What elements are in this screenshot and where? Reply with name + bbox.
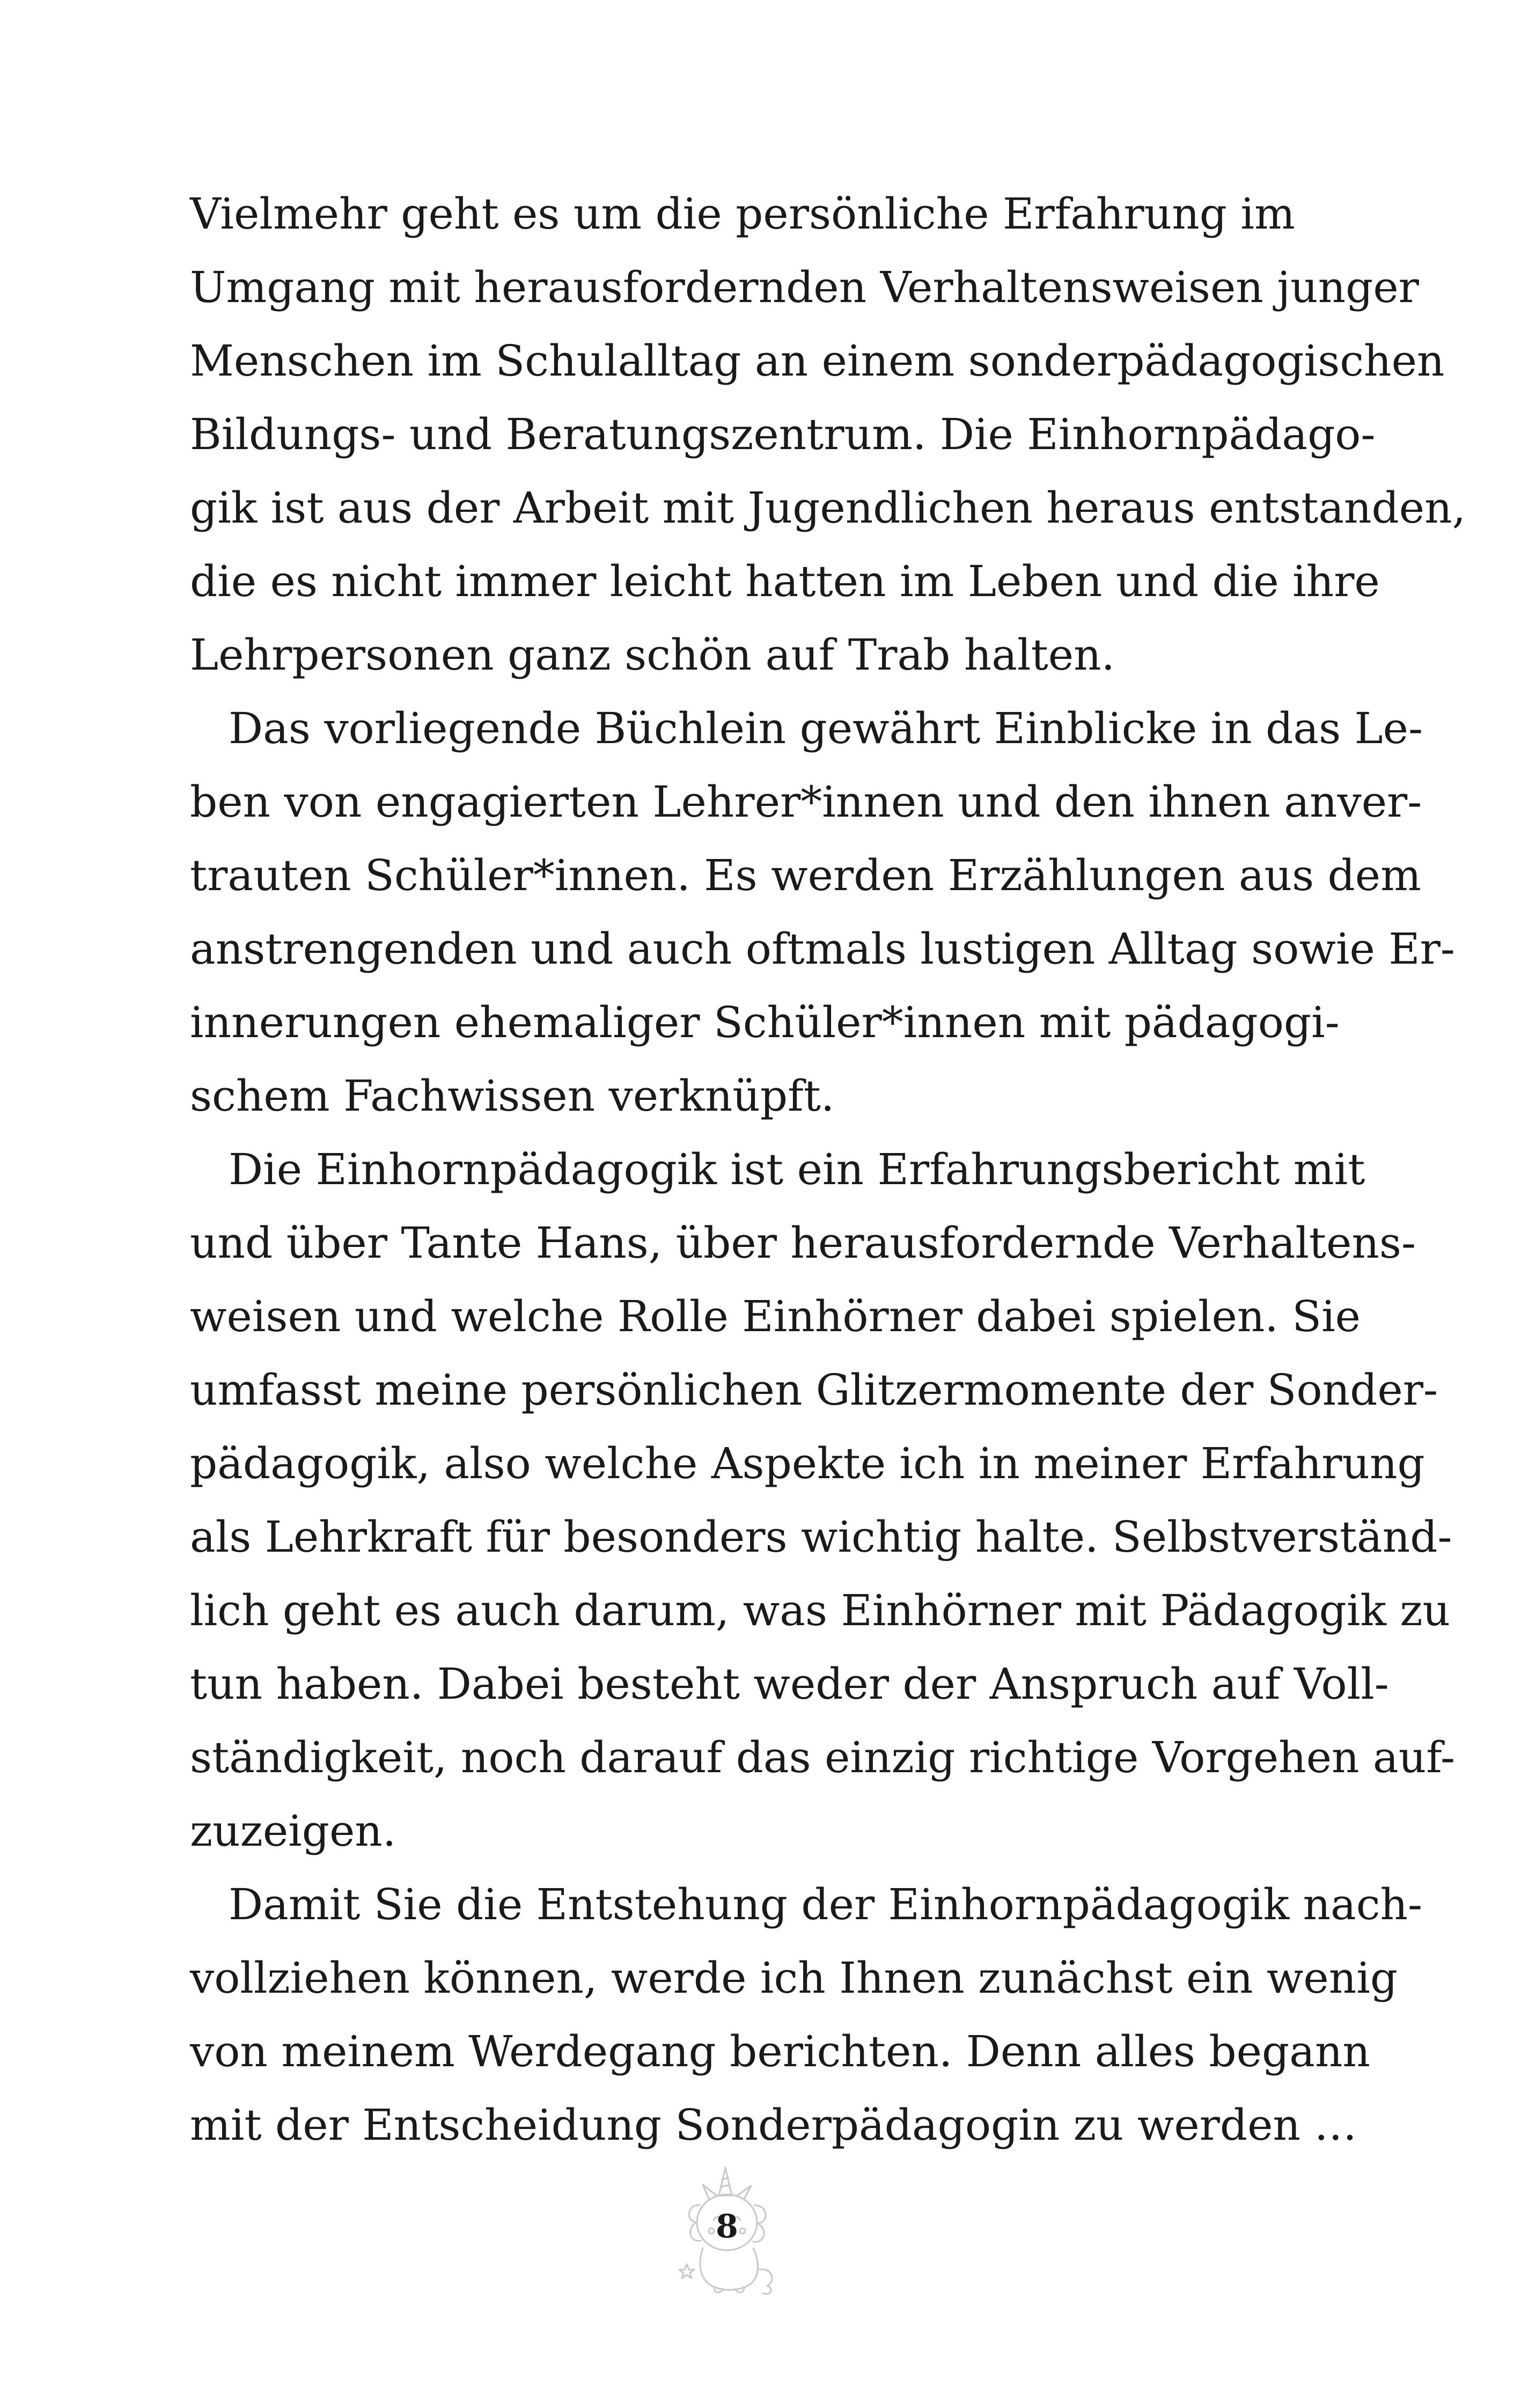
text-line: weisen und welche Rolle Einhörner dabei spielen. Sie [190, 1291, 1361, 1341]
text-line: tun haben. Dabei besteht weder der Anspruch auf Voll- [190, 1659, 1389, 1709]
text-line: Die Einhornpädagogik ist ein Erfahrungsbericht mit [229, 1144, 1365, 1194]
text-line: Vielmehr geht es um die persönliche Erfahrung im [190, 189, 1295, 239]
text-line: ständigkeit, noch darauf das einzig richtige Vorgehen auf- [190, 1732, 1456, 1782]
text-line: schem Fachwissen verknüpft. [190, 1071, 835, 1121]
text-line: Bildungs- und Beratungszentrum. Die Einhornpädago- [190, 409, 1376, 459]
text-line: Menschen im Schulalltag an einem sonderpädagogischen [190, 336, 1445, 386]
page-number: 8 [716, 2208, 738, 2245]
text-line: die es nicht immer leicht hatten im Leben und die ihre [190, 556, 1380, 606]
text-line: Umgang mit herausfordernden Verhaltensweisen junger [190, 262, 1419, 312]
text-line: und über Tante Hans, über herausfordernde Verhaltens- [190, 1218, 1416, 1268]
paragraph-4 [190, 1868, 1423, 2162]
text-line: gik ist aus der Arbeit mit Jugendlichen heraus entstanden, [190, 483, 1466, 533]
text-line: zuzeigen. [190, 1806, 396, 1856]
text-line: Lehrpersonen ganz schön auf Trab halten. [190, 630, 1115, 680]
text-line: von meinem Werdegang berichten. Denn alles begann [190, 2027, 1370, 2076]
paragraph-3 [190, 1133, 1456, 1868]
text-line: anstrengenden und auch oftmals lustigen Alltag sowie Er- [190, 924, 1455, 974]
text-line: trauten Schüler*innen. Es werden Erzählungen aus dem [190, 850, 1421, 900]
paragraph-2 [190, 692, 1455, 1133]
text-line: vollziehen können, werde ich Ihnen zunächst ein wenig [190, 1953, 1398, 2003]
body-text [190, 177, 1466, 2162]
text-line: umfasst meine persönlichen Glitzermomente der Sonder- [190, 1365, 1438, 1415]
text-line: Damit Sie die Entstehung der Einhornpädagogik nach- [229, 1880, 1423, 1929]
text-line: mit der Entscheidung Sonderpädagogin zu werden … [190, 2100, 1357, 2150]
text-line: Das vorliegende Büchlein gewährt Einblicke in das Le- [229, 703, 1423, 753]
text-line: innerungen ehemaliger Schüler*innen mit pädagogi- [190, 997, 1340, 1047]
paragraph-1 [190, 177, 1466, 692]
text-line: als Lehrkraft für besonders wichtig halte. Selbstverständ- [190, 1512, 1452, 1562]
page-footer [665, 2162, 789, 2296]
text-line: pädagogik, also welche Aspekte ich in meiner Erfahrung [190, 1438, 1425, 1488]
text-line: ben von engagierten Lehrer*innen und den ihnen anver- [190, 777, 1422, 827]
text-line: lich geht es auch darum, was Einhörner mit Pädagogik zu [190, 1585, 1451, 1635]
